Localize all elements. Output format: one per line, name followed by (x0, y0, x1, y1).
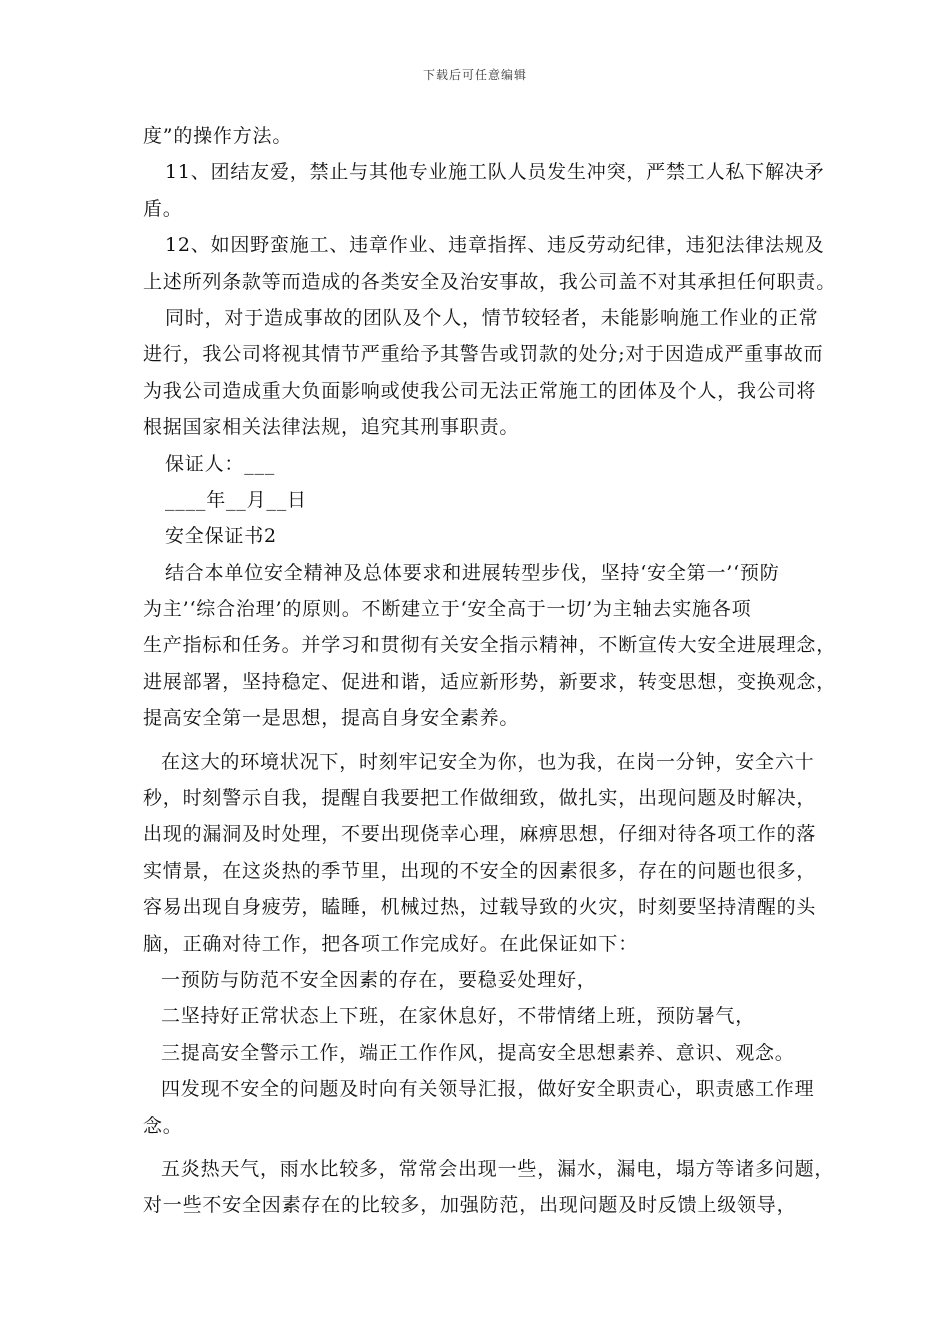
section-title: 安全保证书2 (165, 525, 277, 548)
text-line: 在这大的环境状况下，时刻牢记安全为你，也为我，在岗一分钟，安全六十 (161, 750, 815, 773)
date-line: ____年__月__日 (165, 488, 307, 511)
text-line: 念。 (143, 1114, 183, 1137)
text-line: 出现的漏洞及时处理，不要出现侥幸心理，麻痹思想，仔细对待各项工作的落 (143, 823, 817, 846)
text-line: 盾。 (143, 197, 183, 220)
text-line: 生产指标和任务。并学习和贯彻有关安全指示精神，不断宣传大安全进展理念， (143, 634, 837, 657)
text-line: 同时，对于造成事故的团队及个人，情节较轻者，未能影响施工作业的正常 (165, 306, 819, 329)
document-body (143, 118, 837, 1224)
list-item: 三提高安全警示工作，端正工作作风，提高安全思想素养、意识、观念。 (161, 1041, 795, 1064)
list-item: 四发现不安全的问题及时向有关领导汇报，做好安全职责心，职责感工作理 (161, 1078, 815, 1101)
text-line: 对一些不安全因素存在的比较多，加强防范，出现问题及时反馈上级领导， (143, 1194, 797, 1217)
text-line: 提高安全第一是思想，提高自身安全素养。 (143, 707, 520, 730)
list-item: 二坚持好正常状态上下班，在家休息好，不带情绪上班，预防暑气， (161, 1005, 756, 1028)
text-line: 进展部署，坚持稳定、促进和谐，适应新形势，新要求，转变思想，变换观念， (143, 670, 837, 693)
guarantor-line: 保证人：___ (165, 452, 276, 475)
text-line: 12、如因野蛮施工、违章作业、违章指挥、违反劳动纪律，违犯法律法规及 (165, 234, 825, 257)
text-line: 度”的操作方法。 (143, 125, 293, 147)
text-line: 结合本单位安全精神及总体要求和进展转型步伐，坚持‘安全第一’‘预防 (165, 561, 780, 584)
list-item: 一预防与防范不安全因素的存在，要稳妥处理好， (161, 968, 597, 991)
text-line: 容易出现自身疲劳，瞌睡，机械过热，过载导致的火灾，时刻要坚持清醒的头 (143, 896, 817, 919)
text-line: 为主’‘综合治理’的原则。不断建立于‘安全高于一切’为主轴去实施各项 (143, 598, 752, 621)
text-line: 实情景，在这炎热的季节里，出现的不安全的因素很多，存在的问题也很多， (143, 859, 817, 882)
text-line: 上述所列条款等而造成的各类安全及治安事故，我公司盖不对其承担任何职责。 (143, 270, 837, 293)
text-line: 11、团结友爱，禁止与其他专业施工队人员发生冲突，严禁工人私下解决矛 (165, 161, 825, 184)
text-line: 为我公司造成重大负面影响或使我公司无法正常施工的团体及个人，我公司将 (143, 379, 817, 402)
text-line: 进行，我公司将视其情节严重给予其警告或罚款的处分;对于因造成严重事故而 (143, 343, 824, 366)
page-header: 下载后可任意编辑 (422, 68, 527, 82)
text-line: 根据国家相关法律法规，追究其刑事职责。 (143, 416, 520, 439)
list-item: 五炎热天气，雨水比较多，常常会出现一些，漏水，漏电，塌方等诸多问题， (161, 1157, 835, 1180)
text-line: 秒，时刻警示自我，提醒自我要把工作做细致，做扎实，出现问题及时解决， (143, 787, 817, 810)
text-line: 脑，正确对待工作，把各项工作完成好。在此保证如下： (143, 932, 639, 955)
